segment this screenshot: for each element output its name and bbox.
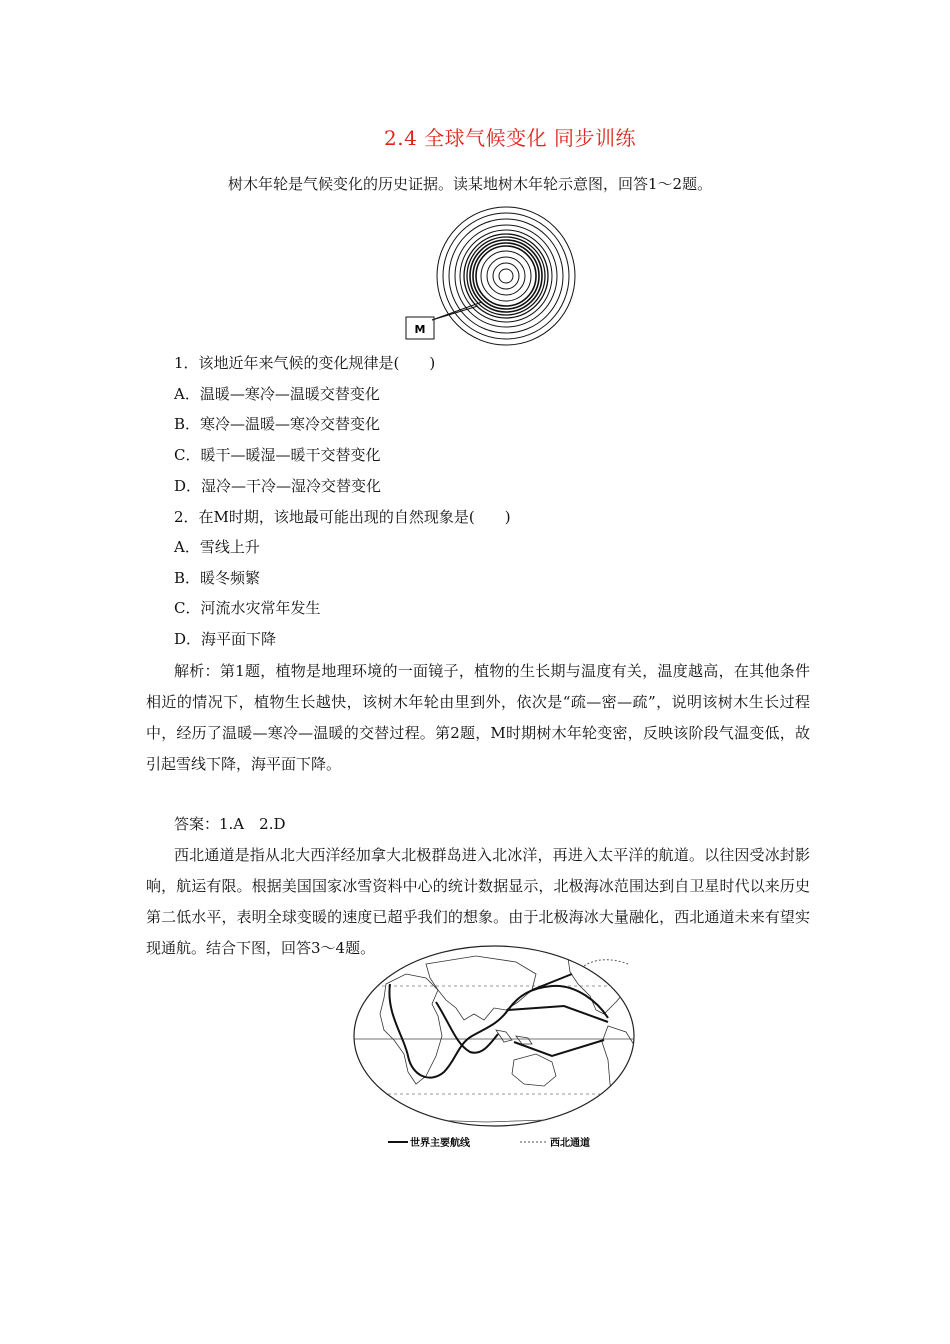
northwest-passage-route xyxy=(584,960,628,966)
major-routes xyxy=(389,974,608,1078)
q1-option-c: C．暖干—暖湿—暖干交替变化 xyxy=(174,446,381,464)
q1-option-b: B．寒冷—温暖—寒冷交替变化 xyxy=(174,415,381,433)
label-m: M xyxy=(414,323,426,336)
legend-major-routes: 世界主要航线 xyxy=(410,1138,470,1149)
q1-stem: 1．该地近年来气候的变化规律是( ) xyxy=(174,354,436,372)
intro-text: 树木年轮是气候变化的历史证据。读某地树木年轮示意图，回答1～2题。 xyxy=(228,175,713,193)
q1-option-d: D．湿冷—干冷—湿冷交替变化 xyxy=(174,477,382,495)
map-legend xyxy=(388,1136,590,1149)
q2-option-c: C．河流水灾常年发生 xyxy=(174,599,321,617)
analysis-text: 解析：第1题，植物是地理环境的一面镜子，植物的生长期与温度有关，温度越高，在其他条件相近的情况下，植物生长越快，该树木年轮由里到外，依次是“疏—密—疏”，说明该树木生长过程中，经历了温暖—寒冷—温暖的交替过程。第2题，M时期树木年轮变密，反映该阶段气温变低，故引起雪线下降，海平面下降。 xyxy=(146,662,810,773)
world-shipping-map xyxy=(346,944,646,1154)
tree-ring-diagram xyxy=(400,206,640,356)
q2-option-a: A．雪线上升 xyxy=(174,538,260,556)
q2-option-b: B．暖冬频繁 xyxy=(174,569,261,587)
q1-option-a: A．温暖—寒冷—温暖交替变化 xyxy=(174,385,380,403)
landmass-australia xyxy=(512,1054,556,1086)
page-title: 2.4 全球气候变化 同步训练 xyxy=(383,126,637,150)
landmass-south-america xyxy=(602,1026,636,1104)
legend-northwest-passage: 西北通道 xyxy=(550,1138,590,1149)
q2-option-d: D．海平面下降 xyxy=(174,630,277,648)
q2-stem: 2．在M时期，该地最可能出现的自然现象是( ) xyxy=(174,508,511,526)
intro-text-2: 西北通道是指从北大西洋经加拿大北极群岛进入北冰洋，再进入太平洋的航道。以往因受冰封影响，航运有限。根据美国国家冰雪资料中心的统计数据显示，北极海冰范围达到自卫星时代以来历史第二低水平，表明全球变暖的速度已超乎我们的想象。由于北极海冰大量融化，西北通道未来有望实现通航。结合下图，回答3～4题。 xyxy=(146,846,810,957)
answer-text: 答案：1.A 2.D xyxy=(174,815,286,833)
landmass-asia xyxy=(426,956,536,1020)
